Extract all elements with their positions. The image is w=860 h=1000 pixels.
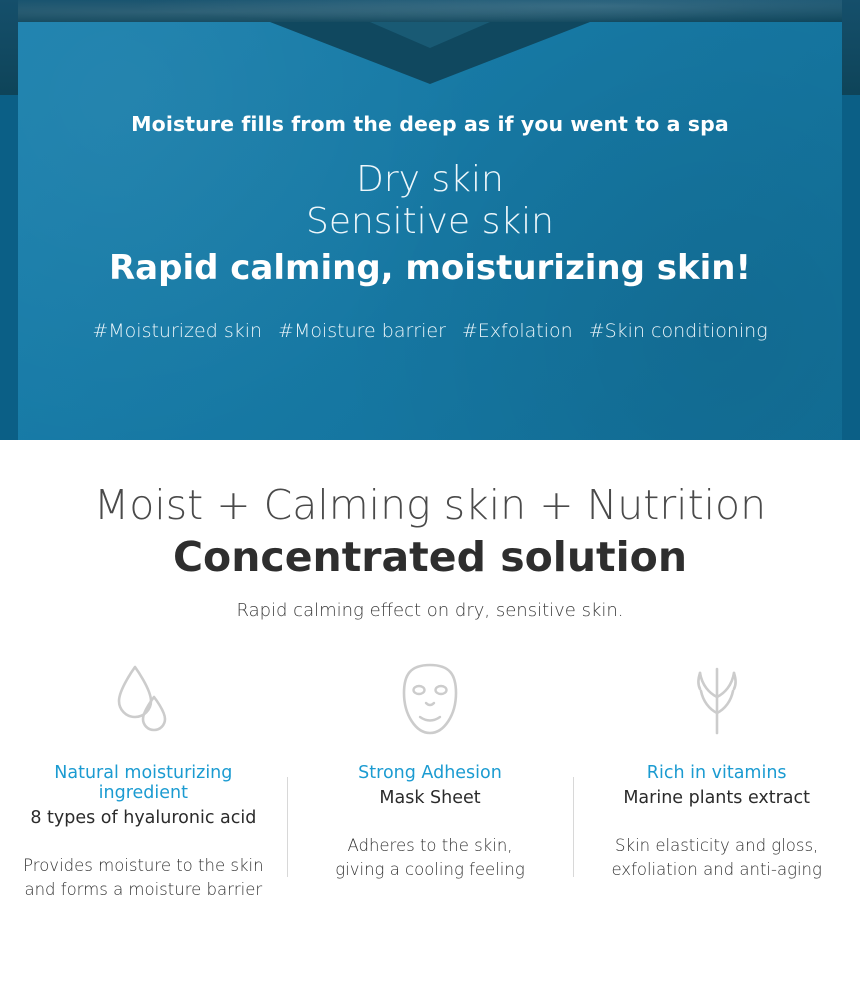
hashtag-item: #Skin conditioning bbox=[588, 319, 768, 342]
hashtag-item: #Exfolation bbox=[461, 319, 573, 342]
hero-blue-panel bbox=[18, 22, 842, 440]
feature-list bbox=[0, 651, 860, 902]
hero-headline-line-2: Sensitive skin bbox=[305, 201, 554, 243]
feature-description-line: exfoliation and anti-aging bbox=[611, 859, 822, 879]
section-title-bold: Concentrated solution bbox=[172, 532, 688, 581]
feature-description-line: Provides moisture to the skin bbox=[23, 855, 264, 875]
feature-description bbox=[295, 834, 566, 882]
feature-subtitle: 8 types of hyaluronic acid bbox=[30, 807, 257, 828]
hero-kicker: Moisture fills from the deep as if you went to a spa bbox=[131, 112, 729, 136]
feature-description-line: giving a cooling feeling bbox=[335, 859, 525, 879]
section-headline-block bbox=[0, 440, 860, 621]
hero-text-block bbox=[18, 22, 842, 342]
water-drop-icon bbox=[8, 651, 279, 747]
feature-description-line: Skin elasticity and gloss, bbox=[615, 835, 819, 855]
feature-title: Natural moisturizing ingredient bbox=[54, 762, 233, 803]
feature-item-adhesion bbox=[287, 651, 574, 902]
hashtag-item: #Moisturized skin bbox=[92, 319, 263, 342]
feature-title: Rich in vitamins bbox=[646, 762, 787, 783]
hero-headline-line-3: Rapid calming, moisturizing skin! bbox=[108, 247, 751, 288]
feature-item-vitamins bbox=[573, 651, 860, 902]
seaweed-icon bbox=[581, 651, 852, 747]
feature-description-line: and forms a moisture barrier bbox=[24, 879, 263, 899]
hero-banner bbox=[0, 0, 860, 440]
feature-description-line: Adheres to the skin, bbox=[347, 835, 513, 855]
hero-headline-line-1: Dry skin bbox=[356, 159, 504, 200]
feature-description bbox=[8, 854, 279, 902]
section-title-light: Moist + Calming skin + Nutrition bbox=[93, 481, 767, 529]
feature-subtitle: Marine plants extract bbox=[623, 787, 811, 808]
hashtag-item: #Moisture barrier bbox=[278, 319, 446, 342]
feature-title: Strong Adhesion bbox=[358, 762, 502, 783]
feature-item-moisturizing bbox=[0, 651, 287, 902]
feature-subtitle: Mask Sheet bbox=[379, 787, 481, 808]
feature-description bbox=[581, 834, 852, 882]
section-subtitle: Rapid calming effect on dry, sensitive skin. bbox=[236, 599, 624, 621]
hero-hashtag-list bbox=[18, 320, 842, 342]
mask-sheet-icon bbox=[295, 651, 566, 747]
